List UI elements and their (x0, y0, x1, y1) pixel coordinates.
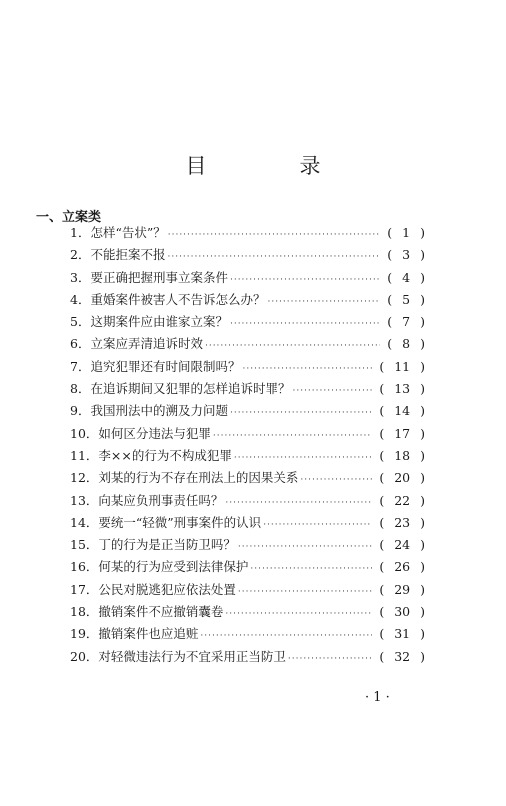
toc-entry-title: 10．如何区分违法与犯罪 (70, 425, 211, 441)
toc-page-ref: ( 18 ) (379, 447, 425, 463)
toc-entry-title: 3．要正确把握刑事立案条件 (70, 269, 228, 285)
toc-entry (70, 356, 430, 378)
toc-entry (70, 400, 430, 422)
toc-leader-dots (242, 358, 372, 380)
toc-page-ref: ( 22 ) (379, 492, 425, 508)
toc-leader-dots (292, 380, 372, 402)
toc-leader-dots (267, 291, 380, 313)
toc-page-number: 14 (394, 403, 411, 419)
page-number: · 1 · (365, 690, 390, 705)
toc-entry (70, 623, 430, 645)
toc-entry (70, 490, 430, 512)
toc-leader-dots (230, 402, 372, 424)
toc-leader-dots (238, 536, 372, 558)
toc-page-number: 29 (394, 581, 411, 597)
toc-entry-title: 14．要统一“轻微”刑事案件的认识 (70, 514, 262, 530)
toc-page-ref: ( 17 ) (379, 425, 425, 441)
toc-leader-dots (200, 625, 372, 647)
toc-page-ref: ( 24 ) (379, 537, 425, 553)
toc-leader-dots (263, 514, 372, 536)
table-of-contents (70, 222, 430, 668)
toc-page-ref: ( 23 ) (379, 514, 425, 530)
toc-entry-title: 18．撤销案件不应撤销囊卷 (70, 604, 224, 620)
toc-entry-title: 20．对轻微违法行为不宜采用正当防卫 (70, 648, 286, 664)
toc-entry-title: 5．这期案件应由谁家立案？ (70, 314, 228, 330)
toc-leader-dots (213, 425, 372, 447)
toc-entry (70, 534, 430, 556)
toc-page-ref: ( 14 ) (379, 403, 425, 419)
section-heading: 一、立案类 (36, 210, 102, 225)
toc-page-number: 8 (402, 336, 411, 352)
toc-page-number: 5 (402, 291, 411, 307)
toc-page-number: 24 (394, 537, 411, 553)
toc-page-number: 11 (394, 358, 411, 374)
toc-entry-title: 6．立案应弄清追诉时效 (70, 336, 203, 352)
toc-entry-title: 16．何某的行为应受到法律保护 (70, 559, 249, 575)
toc-entry (70, 512, 430, 534)
toc-page-number: 13 (394, 381, 411, 397)
toc-page-number: 26 (394, 559, 411, 575)
toc-page-number: 7 (402, 314, 411, 330)
toc-page-number: 17 (394, 425, 411, 441)
toc-page-ref: ( 26 ) (379, 559, 425, 575)
toc-entry (70, 445, 430, 467)
toc-page-ref: ( 11 ) (379, 358, 425, 374)
toc-page-ref: ( 5 ) (387, 291, 425, 307)
toc-leader-dots (167, 246, 380, 268)
toc-entry-title: 15．丁的行为是正当防卫吗？ (70, 537, 236, 553)
toc-page-number: 4 (402, 269, 411, 285)
toc-leader-dots (300, 469, 372, 491)
toc-page-number: 20 (394, 470, 411, 486)
toc-page-ref: ( 1 ) (387, 225, 425, 240)
toc-leader-dots (250, 558, 372, 580)
toc-entry-title: 12．刘某的行为不存在刑法上的因果关系 (70, 470, 299, 486)
toc-entry (70, 423, 430, 445)
toc-page-number: 18 (394, 447, 411, 463)
toc-page-number: 30 (394, 604, 411, 620)
toc-page-number: 31 (394, 626, 411, 642)
toc-leader-dots (168, 224, 381, 246)
toc-entry-title: 8．在追诉期间又犯罪的怎样追诉时罪？ (70, 381, 291, 397)
toc-leader-dots (234, 447, 372, 469)
toc-entry (70, 311, 430, 333)
toc-entry-title: 1．怎样“告状”？ (70, 225, 166, 240)
toc-entry (70, 601, 430, 623)
toc-leader-dots (288, 648, 372, 670)
toc-entry-title: 2．不能拒案不报 (70, 247, 166, 263)
toc-page-number: 32 (394, 648, 411, 664)
toc-entry (70, 467, 430, 489)
toc-page-ref: ( 7 ) (387, 314, 425, 330)
toc-entry (70, 378, 430, 400)
toc-entry (70, 267, 430, 289)
toc-leader-dots (230, 269, 380, 291)
toc-entry (70, 222, 430, 244)
toc-leader-dots (225, 603, 372, 625)
toc-page-ref: ( 30 ) (379, 604, 425, 620)
toc-leader-dots (225, 492, 372, 514)
toc-entry-title: 19．撤销案件也应追赃 (70, 626, 199, 642)
toc-page-ref: ( 13 ) (379, 381, 425, 397)
page-title: 目 录 (185, 154, 357, 178)
toc-leader-dots (205, 335, 380, 357)
toc-entry (70, 556, 430, 578)
toc-page-number: 23 (394, 514, 411, 530)
toc-page-ref: ( 8 ) (387, 336, 425, 352)
toc-page-ref: ( 31 ) (379, 626, 425, 642)
toc-page-ref: ( 29 ) (379, 581, 425, 597)
toc-page-ref: ( 4 ) (387, 269, 425, 285)
toc-entry (70, 579, 430, 601)
toc-entry-title: 11．李××的行为不构成犯罪 (70, 447, 232, 463)
toc-leader-dots (230, 313, 380, 335)
toc-page-number: 22 (394, 492, 411, 508)
toc-entry-title: 9．我国刑法中的溯及力问题 (70, 403, 228, 419)
toc-entry-title: 7．追究犯罪还有时间限制吗？ (70, 358, 241, 374)
toc-page-number: 3 (402, 247, 411, 263)
toc-page-ref: ( 32 ) (379, 648, 425, 664)
toc-entry (70, 646, 430, 668)
toc-entry-title: 4．重婚案件被害人不告诉怎么办？ (70, 291, 266, 307)
toc-entry (70, 244, 430, 266)
toc-entry-title: 13．向某应负刑事责任吗？ (70, 492, 224, 508)
toc-page-ref: ( 3 ) (387, 247, 425, 263)
toc-page-ref: ( 20 ) (379, 470, 425, 486)
toc-leader-dots (238, 581, 372, 603)
toc-page-number: 1 (402, 225, 411, 240)
toc-entry-title: 17．公民对脱逃犯应依法处置 (70, 581, 236, 597)
toc-entry (70, 333, 430, 355)
toc-entry (70, 289, 430, 311)
